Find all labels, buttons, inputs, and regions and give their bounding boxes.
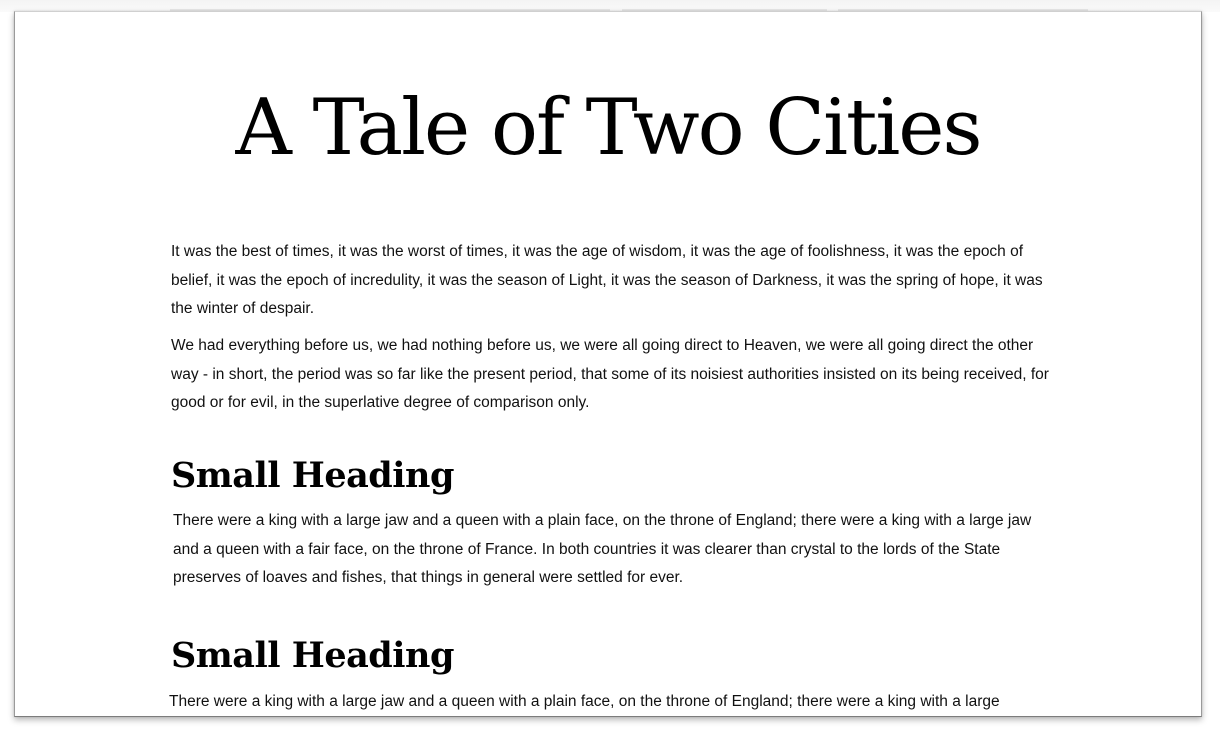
document-title: A Tale of Two Cities (235, 83, 981, 173)
intro-paragraph-1: It was the best of times, it was the worst of times, it was the age of wisdom, it was the age of foolishness, it was the epoch of belief, it was the epoch of incredulity, it was the season of Light, it was the season of Darkness, it was the spring of hope, it was the winter of despair. (171, 243, 1043, 317)
intro-paragraph-2: We had everything before us, we had nothing before us, we were all going direct to Heaven, we were all going direct the other way - in short, the period was so far like the present period, that some of its noisiest authorities insisted on its being received, for good or for evil, in the superlative degree of comparison only. (171, 337, 1049, 411)
section-heading-1: Small Heading (171, 455, 454, 496)
document-page[interactable] (14, 11, 1202, 717)
section-paragraph-1: There were a king with a large jaw and a queen with a plain face, on the throne of England; there were a king with a large jaw and a queen with a fair face, on the throne of France. In both countries it was clearer than crystal to the lords of the State preserves of loaves and fishes, that things in general were settled for ever. (173, 512, 1032, 586)
section-paragraph-2: There were a king with a large jaw and a queen with a plain face, on the throne of England; there were a king with a large (169, 693, 1000, 710)
page-edge-gap (1199, 178, 1200, 190)
section-heading-2: Small Heading (171, 635, 454, 676)
